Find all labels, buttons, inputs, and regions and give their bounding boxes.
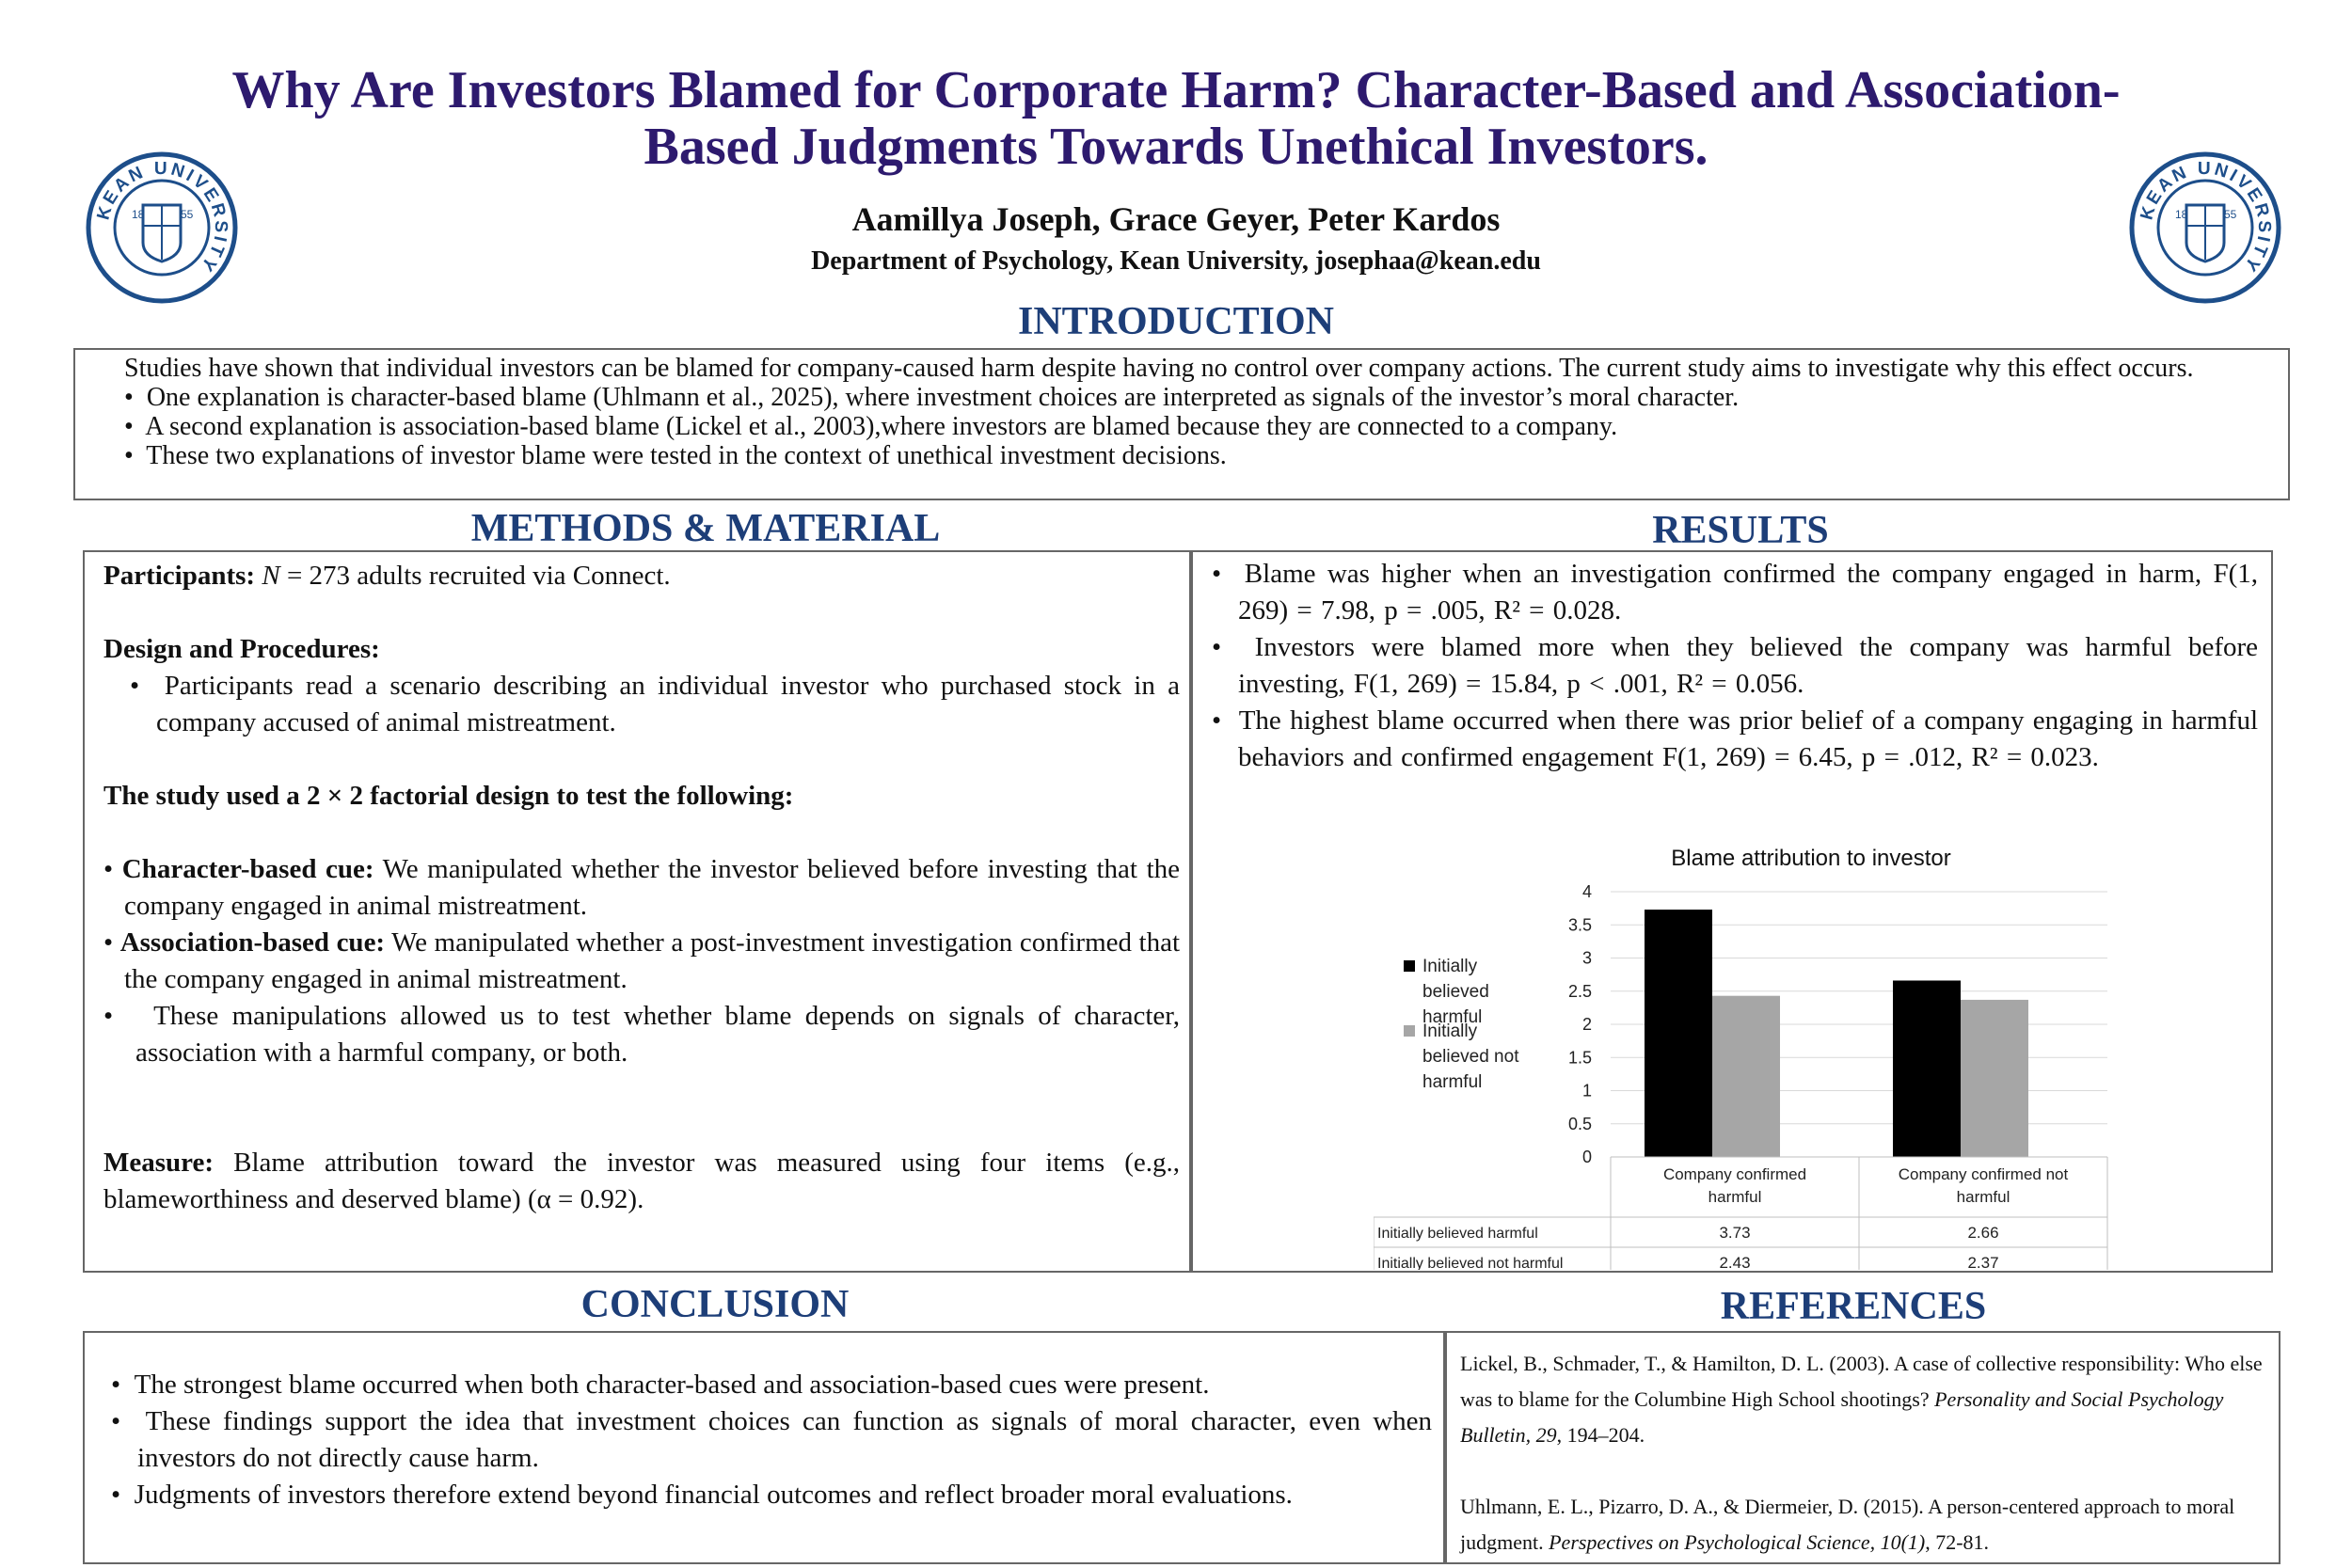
- intro-bullet: • One explanation is character-based blame (Uhlmann et al., 2025), where investment choices are interpreted as signals of the investor’s moral character.: [124, 383, 1740, 412]
- legend-swatch: [1404, 1025, 1415, 1037]
- intro-box: [73, 348, 2290, 500]
- intro-lead: Studies have shown that individual investors can be blamed for company-caused harm despite having no control over company actions. The current study aims to investigate why this effect occurs.: [124, 354, 2194, 383]
- legend-swatch: [1404, 960, 1415, 972]
- references-heading: REFERENCES: [1720, 1285, 1987, 1328]
- data-label: 2.66: [1967, 1224, 1999, 1242]
- y-tick-label: 1: [1581, 1081, 1592, 1101]
- authors: Aamillya Joseph, Grace Geyer, Peter Kardos: [851, 200, 1501, 238]
- y-tick-label: 2.5: [1567, 981, 1592, 1001]
- legend-label: Initially: [1422, 957, 1478, 976]
- table-row-label: Initially believed not harmful: [1377, 1256, 1564, 1270]
- poster-title: [188, 62, 2164, 175]
- svg-text:18: 18: [2175, 208, 2188, 221]
- result-bullet: • Blame was higher when an investigation confirmed the company engaged in harm, F(1, 269) = 7.98, p = .005, R² = 0.028.: [1212, 559, 2258, 626]
- y-tick-label: 2: [1581, 1015, 1592, 1034]
- data-label: 2.43: [1719, 1254, 1751, 1270]
- bar-believed-harmful: [1893, 980, 1961, 1157]
- title-line-1: Why Are Investors Blamed for Corporate Harm? Character-Based and Association-: [231, 61, 2121, 119]
- measure: Measure: Blame attribution toward the investor was measured using four items (e.g., blameworthiness and deserved blame) (α = 0.92).: [103, 1148, 1180, 1214]
- legend-label: Initially: [1422, 1022, 1478, 1041]
- svg-text:KEAN UNIVERSITY: KEAN UNIVERSITY: [2137, 158, 2275, 277]
- result-bullet: • Investors were blamed more when they believed the company was harmful before investing, F(1, 269) = 15.84, p < .001, R² = 0.056.: [1212, 632, 2259, 699]
- conclusion-heading: CONCLUSION: [580, 1283, 850, 1326]
- bar-believed-harmful: [1645, 910, 1712, 1157]
- y-tick-label: 0.5: [1567, 1114, 1592, 1133]
- affiliation: Department of Psychology, Kean University, josephaa@kean.edu: [811, 246, 1541, 276]
- category-label: harmful: [1956, 1188, 2010, 1206]
- title-line-2: Based Judgments Towards Unethical Investors.: [644, 118, 1708, 176]
- category-label: Company confirmed not: [1898, 1165, 2069, 1183]
- intro-heading: INTRODUCTION: [1017, 300, 1335, 343]
- y-tick-label: 1.5: [1567, 1048, 1592, 1068]
- intro-bullet: • A second explanation is association-based blame (Lickel et al., 2003),where investors are blamed because they are connected to a company.: [124, 412, 1618, 441]
- design-label: Design and Procedures:: [103, 634, 380, 664]
- legend-label: harmful: [1422, 1007, 1483, 1027]
- legend-label: believed not: [1422, 1047, 1519, 1067]
- methods-heading: METHODS & MATERIAL: [470, 507, 941, 550]
- intro-bullet: • These two explanations of investor blame were tested in the context of unethical investment decisions.: [124, 441, 1227, 470]
- conclusion-bullets: [111, 1367, 1432, 1513]
- chart-title: Blame attribution to investor: [1671, 846, 1951, 871]
- category-label: Company confirmed: [1662, 1165, 1807, 1183]
- conclusion-bullet: • Judgments of investors therefore extend beyond financial outcomes and reflect broader moral evaluations.: [111, 1480, 1293, 1510]
- y-tick-label: 3: [1581, 948, 1592, 968]
- character-cue: • Character-based cue: We manipulated whether the investor believed before investing that the company engaged in animal mistreatment.: [103, 854, 1180, 921]
- table-row-label: Initially believed harmful: [1377, 1226, 1538, 1242]
- svg-text:18: 18: [132, 208, 145, 221]
- data-label: 3.73: [1719, 1224, 1751, 1242]
- factorial-statement: The study used a 2 × 2 factorial design to test the following:: [103, 781, 794, 811]
- association-cue: • Association-based cue: We manipulated whether a post-investment investigation confirmed that the company engaged in animal mistreatment.: [103, 927, 1180, 994]
- blame-chart: [1374, 837, 2126, 1270]
- y-tick-label: 0: [1581, 1148, 1592, 1166]
- conclusion-box: [83, 1331, 1445, 1564]
- results-heading: RESULTS: [1652, 509, 1829, 552]
- legend-label: harmful: [1422, 1072, 1483, 1092]
- reference-lickel: Lickel, B., Schmader, T., & Hamilton, D. L. (2003). A case of collective responsibility: Who else was to blame for the Columbine High School shootings? Personality and Social Psychology Bulletin, 29, 194–204.: [1460, 1352, 2263, 1447]
- svg-text:KEAN UNIVERSITY: KEAN UNIVERSITY: [93, 158, 231, 277]
- result-bullet: • The highest blame occurred when there was prior belief of a company engaging in harmful behaviors and confirmed engagement F(1, 269) = 6.45, p = .012, R² = 0.023.: [1212, 705, 2259, 772]
- intro-bullets: [124, 383, 2275, 470]
- references-box: [1445, 1331, 2280, 1564]
- design-bullet: • Participants read a scenario describing an individual investor who purchased stock in a company accused of animal mistreatment.: [130, 671, 1181, 737]
- category-label: harmful: [1708, 1188, 1762, 1206]
- bar-believed-not-harmful: [1712, 996, 1780, 1157]
- data-label: 2.37: [1967, 1254, 1999, 1270]
- reference-uhlmann: Uhlmann, E. L., Pizarro, D. A., & Diermeier, D. (2015). A person-centered approach to moral judgment. Perspectives on Psychological Science, 10(1), 72-81.: [1460, 1495, 2235, 1554]
- legend-label: believed: [1422, 982, 1489, 1002]
- y-tick-label: 3.5: [1567, 915, 1592, 935]
- conclusion-bullet: • These findings support the idea that investment choices can function as signals of moral character, even when investors do not directly cause harm.: [111, 1406, 1433, 1473]
- manipulation-note: • These manipulations allowed us to test whether blame depends on signals of character, association with a harmful company, or both.: [103, 1001, 1180, 1068]
- conclusion-bullet: • The strongest blame occurred when both character-based and association-based cues were present.: [111, 1370, 1210, 1400]
- y-tick-label: 4: [1581, 882, 1592, 901]
- methods-box: [83, 550, 1191, 1273]
- svg-text:55: 55: [2224, 208, 2237, 221]
- participants: Participants: N = 273 adults recruited via Connect.: [103, 561, 671, 591]
- bar-believed-not-harmful: [1961, 1000, 2028, 1157]
- svg-text:55: 55: [181, 208, 194, 221]
